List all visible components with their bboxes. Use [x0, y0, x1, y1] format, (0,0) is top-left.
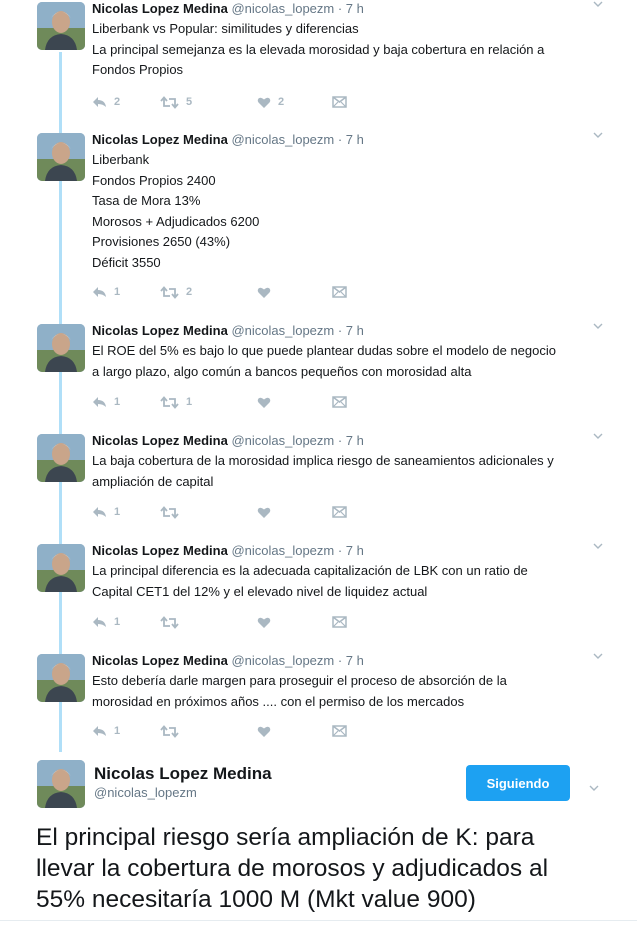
reply-button[interactable]: [92, 394, 120, 410]
author-name[interactable]: Nicolas Lopez Medina: [92, 323, 228, 338]
direct-message-button[interactable]: [332, 94, 347, 110]
retweet-icon: [160, 96, 179, 109]
tweet-text-line: Déficit 3550: [92, 254, 161, 270]
reply-count: 1: [114, 506, 121, 518]
author-name[interactable]: Nicolas Lopez Medina: [94, 764, 272, 783]
reply-button[interactable]: [92, 614, 120, 630]
tweet-text: [92, 150, 612, 273]
author-name[interactable]: Nicolas Lopez Medina: [92, 543, 228, 558]
retweet-button[interactable]: [160, 723, 186, 739]
direct-message-button[interactable]: [332, 723, 347, 739]
main-tweet-text: [36, 822, 626, 915]
like-button[interactable]: [257, 94, 284, 110]
tweet-meta[interactable]: @nicolas_lopezm · 7 h: [231, 323, 364, 338]
main-tweet-line: El principal riesgo sería ampliación de K: para: [36, 824, 535, 851]
reply-icon: [92, 616, 107, 628]
chevron-down-icon[interactable]: [587, 781, 601, 795]
tweet-text: [92, 341, 612, 382]
retweet-button[interactable]: [160, 504, 186, 520]
main-tweet-line: 55% necesitaría 1000 M (Mkt value 900): [36, 886, 476, 913]
tweet-text-line: Liberbank vs Popular: similitudes y diferencias: [92, 21, 359, 36]
tweet-meta[interactable]: @nicolas_lopezm · 7 h: [231, 1, 364, 16]
author-handle[interactable]: @nicolas_lopezm: [94, 785, 197, 800]
tweet-header: [92, 542, 364, 560]
heart-icon: [257, 286, 271, 299]
reply-button[interactable]: [92, 504, 120, 520]
avatar[interactable]: [37, 544, 85, 592]
author-name[interactable]: Nicolas Lopez Medina: [92, 433, 228, 448]
divider: [0, 920, 637, 921]
reply-button[interactable]: [92, 723, 120, 739]
chevron-down-icon[interactable]: [591, 649, 605, 663]
retweet-count: 2: [186, 286, 193, 298]
avatar[interactable]: [37, 133, 85, 181]
like-button[interactable]: [257, 284, 278, 300]
heart-icon: [257, 506, 271, 519]
tweet-meta[interactable]: @nicolas_lopezm · 7 h: [231, 132, 364, 147]
tweet-text-line: morosidad en próximos años .... con el permiso de los mercados: [92, 693, 465, 709]
tweet-text-line: La principal semejanza es la elevada morosidad y baja cobertura en relación a: [92, 41, 545, 57]
envelope-icon: [332, 616, 347, 628]
tweet-text-line: a largo plazo, algo común a bancos pequeños con morosidad alta: [92, 363, 472, 379]
like-button[interactable]: [257, 394, 278, 410]
reply-icon: [92, 506, 107, 518]
reply-icon: [92, 396, 107, 408]
tweet-text-line: Capital CET1 del 12% y el elevado nivel de liquidez actual: [92, 583, 428, 599]
envelope-icon: [332, 725, 347, 737]
reply-count: 2: [114, 96, 121, 108]
tweet-header: [92, 131, 364, 149]
envelope-icon: [332, 286, 347, 298]
chevron-down-icon[interactable]: [591, 539, 605, 553]
author-name[interactable]: Nicolas Lopez Medina: [92, 1, 228, 16]
tweet-meta[interactable]: @nicolas_lopezm · 7 h: [231, 433, 364, 448]
direct-message-button[interactable]: [332, 394, 347, 410]
chevron-down-icon[interactable]: [591, 319, 605, 333]
reply-button[interactable]: [92, 94, 120, 110]
tweet-meta[interactable]: @nicolas_lopezm · 7 h: [231, 543, 364, 558]
reply-button[interactable]: [92, 284, 120, 300]
author-name[interactable]: Nicolas Lopez Medina: [92, 653, 228, 668]
tweet-text-line: Provisiones 2650 (43%): [92, 234, 231, 249]
tweet-text-line: La baja cobertura de la morosidad implica riesgo de saneamientos adicionales y: [92, 453, 554, 468]
chevron-down-icon[interactable]: [591, 0, 605, 11]
retweet-button[interactable]: [160, 284, 192, 300]
reply-icon: [92, 725, 107, 737]
tweet-text-line: ampliación de capital: [92, 473, 214, 489]
tweet-text-line: La principal diferencia es la adecuada capitalización de LBK con un ratio de: [92, 563, 528, 578]
author-name[interactable]: Nicolas Lopez Medina: [92, 132, 228, 147]
retweet-button[interactable]: [160, 614, 186, 630]
envelope-icon: [332, 96, 347, 108]
tweet-text: [92, 451, 612, 492]
tweet-header: [92, 652, 364, 670]
tweet-header: [92, 0, 364, 18]
reply-count: 1: [114, 396, 121, 408]
tweet-text-line: Fondos Propios: [92, 62, 184, 77]
retweet-button[interactable]: [160, 94, 192, 110]
following-button[interactable]: Siguiendo: [466, 765, 570, 801]
tweet-text-line: Fondos Propios 2400: [92, 172, 216, 188]
heart-icon: [257, 396, 271, 409]
envelope-icon: [332, 396, 347, 408]
retweet-button[interactable]: [160, 394, 192, 410]
avatar[interactable]: [37, 324, 85, 372]
tweet-text: [92, 671, 612, 712]
reply-count: 1: [114, 725, 121, 737]
heart-icon: [257, 725, 271, 738]
tweet-meta[interactable]: @nicolas_lopezm · 7 h: [231, 653, 364, 668]
tweet-text-line: Liberbank: [92, 152, 150, 167]
envelope-icon: [332, 506, 347, 518]
reply-icon: [92, 286, 107, 298]
chevron-down-icon[interactable]: [591, 429, 605, 443]
heart-icon: [257, 616, 271, 629]
avatar[interactable]: [37, 2, 85, 50]
tweet-text-line: Tasa de Mora 13%: [92, 193, 201, 208]
tweet-text-line: Morosos + Adjudicados 6200: [92, 213, 260, 229]
like-button[interactable]: [257, 504, 278, 520]
like-count: 2: [278, 96, 285, 108]
reply-icon: [92, 96, 107, 108]
retweet-count: 5: [186, 96, 193, 108]
avatar[interactable]: [37, 434, 85, 482]
main-tweet-line: llevar la cobertura de morosos y adjudicados al: [36, 855, 549, 882]
direct-message-button[interactable]: [332, 284, 347, 300]
heart-icon: [257, 96, 271, 109]
tweet-text: [92, 19, 612, 81]
tweet-text-line: Esto debería darle margen para proseguir el proceso de absorción de la: [92, 673, 507, 688]
retweet-count: 1: [186, 396, 193, 408]
direct-message-button[interactable]: [332, 614, 347, 630]
reply-count: 1: [114, 286, 121, 298]
tweet-text: [92, 561, 612, 602]
avatar[interactable]: [37, 654, 85, 702]
retweet-icon: [160, 616, 179, 629]
tweet-header: [92, 432, 364, 450]
like-button[interactable]: [257, 614, 278, 630]
chevron-down-icon[interactable]: [591, 128, 605, 142]
direct-message-button[interactable]: [332, 504, 347, 520]
retweet-icon: [160, 725, 179, 738]
like-button[interactable]: [257, 723, 278, 739]
retweet-icon: [160, 396, 179, 409]
retweet-icon: [160, 286, 179, 299]
avatar[interactable]: [37, 760, 85, 808]
tweet-text-line: El ROE del 5% es bajo lo que puede plantear dudas sobre el modelo de negocio: [92, 343, 556, 358]
tweet-header: [92, 322, 364, 340]
retweet-icon: [160, 506, 179, 519]
reply-count: 1: [114, 616, 121, 628]
